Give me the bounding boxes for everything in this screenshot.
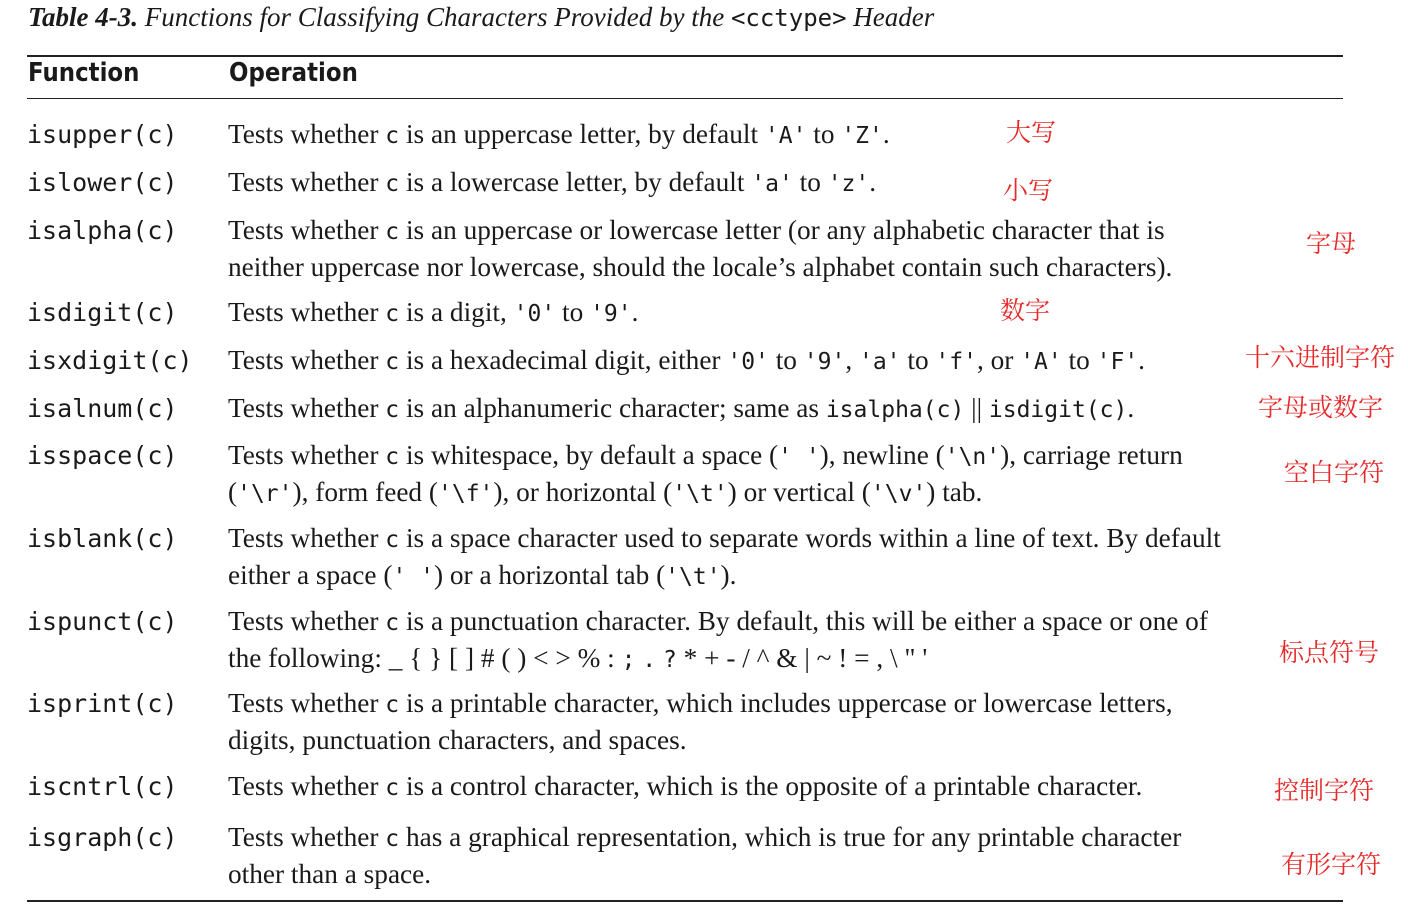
text-run: has a graphical representation, which is true for any printable character (399, 822, 1182, 852)
text-run: is a control character, which is the opposite of a printable character. (399, 771, 1143, 801)
function-name: isgraph(c) (27, 823, 178, 852)
inline-code: c (385, 775, 400, 801)
text-run: Tests whether (228, 523, 386, 553)
text-run: ) or vertical ( (727, 477, 871, 507)
text-run: Tests whether (228, 167, 386, 197)
description-line (228, 769, 1318, 806)
inline-code: '\t' (665, 564, 721, 590)
text-run: is a hexadecimal digit, either (399, 345, 728, 375)
inline-code: c (385, 123, 400, 149)
description-line (228, 686, 1318, 723)
text-run: is a digit, (399, 297, 514, 327)
operation-description (228, 343, 1318, 380)
description-line (228, 117, 1318, 154)
operation-description (228, 820, 1318, 892)
text-run: , or (976, 345, 1021, 375)
inline-code: ' ' (392, 564, 434, 590)
text-run: ) tab. (926, 477, 983, 507)
top-rule (27, 55, 1343, 57)
text-run: to (806, 119, 842, 149)
description-line (228, 295, 1318, 332)
text-run: Tests whether (228, 215, 386, 245)
inline-code: 'a' (751, 171, 793, 197)
text-run: either a space ( (228, 560, 393, 590)
description-line (228, 558, 1318, 595)
description-line (228, 165, 1318, 202)
table-number: Table 4-3. (28, 2, 138, 32)
description-line (228, 641, 1318, 678)
text-run: is an uppercase letter, by default (399, 119, 765, 149)
text-run (656, 643, 663, 673)
handwritten-note: 空白字符 (1284, 458, 1385, 487)
text-run: . (1127, 393, 1135, 423)
operation-description (228, 438, 1318, 512)
text-run: . (869, 167, 877, 197)
text-run: Tests whether (228, 119, 386, 149)
function-name: isdigit(c) (27, 298, 178, 327)
text-run: is a printable character, which includes uppercase or lowercase letters, (399, 688, 1173, 718)
table-caption (28, 2, 934, 33)
function-name: isupper(c) (27, 120, 178, 149)
description-line (228, 723, 1318, 758)
text-run: ( (228, 477, 238, 507)
inline-code: '9' (803, 349, 846, 375)
description-line (228, 604, 1318, 641)
inline-code: '\v' (870, 481, 927, 507)
text-run: , (845, 345, 859, 375)
inline-code: 'Z' (841, 123, 883, 149)
inline-code: isdigit(c) (988, 397, 1128, 423)
handwritten-note: 大写 (1006, 118, 1057, 147)
inline-code: '9' (590, 301, 632, 327)
bottom-rule (27, 900, 1343, 902)
inline-code: c (385, 219, 400, 245)
description-line (228, 857, 1318, 892)
inline-code: '\n' (944, 444, 1001, 470)
text-run: is a lowercase letter, by default (399, 167, 752, 197)
text-run: ), form feed ( (292, 477, 438, 507)
handwritten-note: 十六进制字符 (1245, 343, 1396, 372)
description-line (228, 820, 1318, 857)
header-rule (27, 98, 1343, 99)
function-name: isxdigit(c) (27, 346, 193, 375)
text-run: || (964, 393, 989, 423)
inline-code: ' ' (778, 444, 820, 470)
text-run: is an alphanumeric character; same as (399, 393, 826, 423)
text-run: is a punctuation character. By default, this will be either a space or one of (399, 606, 1208, 636)
text-run: Tests whether (228, 606, 386, 636)
function-name: ispunct(c) (27, 607, 178, 636)
inline-code: c (385, 610, 400, 636)
text-run: . (1138, 345, 1145, 375)
description-line (228, 250, 1318, 285)
text-run: digits, punctuation characters, and spaces. (228, 725, 687, 755)
description-line (228, 213, 1318, 250)
operation-description (228, 521, 1318, 595)
text-run: ), carriage return (1000, 440, 1183, 470)
description-line (228, 391, 1318, 428)
function-name: isprint(c) (27, 689, 178, 718)
inline-code: '0' (727, 349, 769, 375)
function-name: isspace(c) (27, 441, 178, 470)
handwritten-note: 字母 (1306, 229, 1357, 258)
text-run: . (631, 297, 639, 327)
text-run: Tests whether (228, 345, 386, 375)
inline-code: 'A' (1020, 349, 1062, 375)
text-run: the following: _ { } [ ] # ( ) < > % : (228, 643, 622, 673)
text-run: Tests whether (228, 440, 386, 470)
text-run: neither uppercase nor lowercase, should the locale’s alphabet contain such characters). (228, 252, 1173, 282)
inline-code: 'A' (764, 123, 807, 149)
text-run: Tests whether (228, 688, 386, 718)
operation-description (228, 117, 1318, 154)
inline-code: c (385, 692, 400, 718)
caption-header-name: <cctype> (730, 4, 847, 32)
inline-code: c (385, 397, 400, 423)
inline-code: ; (621, 647, 636, 673)
text-run: Tests whether (228, 771, 386, 801)
inline-code: c (385, 527, 400, 553)
operation-description (228, 686, 1318, 758)
text-run: is whitespace, by default a space ( (399, 440, 779, 470)
text-run: ). (720, 560, 737, 590)
handwritten-note: 控制字符 (1274, 776, 1375, 805)
handwritten-note: 字母或数字 (1258, 393, 1384, 422)
operation-description (228, 391, 1318, 428)
function-name: isalnum(c) (27, 394, 178, 423)
inline-code: isalpha(c) (825, 397, 965, 423)
inline-code: c (385, 301, 400, 327)
text-run: . (882, 119, 890, 149)
inline-code: '\r' (237, 481, 293, 507)
caption-suffix: Header (853, 2, 935, 32)
text-run: to (900, 345, 936, 375)
description-line (228, 521, 1318, 558)
inline-code: '\f' (438, 481, 494, 507)
operation-description (228, 604, 1318, 678)
inline-code: c (385, 171, 400, 197)
operation-description (228, 769, 1318, 806)
text-run: ), newline ( (819, 440, 945, 470)
handwritten-note: 标点符号 (1279, 638, 1380, 667)
handwritten-note: 小写 (1003, 176, 1054, 205)
function-name: isblank(c) (27, 524, 178, 553)
inline-code: 'a' (858, 349, 901, 375)
operation-description (228, 165, 1318, 202)
inline-code: '\t' (672, 481, 728, 507)
function-name: iscntrl(c) (27, 772, 178, 801)
text-run: is an uppercase or lowercase letter (or any alphabetic character that is (399, 215, 1165, 245)
inline-code: ? (662, 647, 677, 673)
description-line (228, 475, 1318, 512)
text-run: Tests whether (228, 297, 386, 327)
operation-description (228, 213, 1318, 285)
column-header-operation: Operation (229, 58, 358, 88)
column-header-function: Function (28, 58, 140, 88)
text-run: Tests whether (228, 393, 386, 423)
inline-code: c (385, 444, 400, 470)
inline-code: . (642, 647, 657, 673)
function-name: isalpha(c) (27, 216, 178, 245)
text-run: to (555, 297, 591, 327)
text-run: Tests whether (228, 822, 386, 852)
text-run: to (768, 345, 804, 375)
description-line (228, 438, 1318, 475)
text-run: to (1061, 345, 1097, 375)
text-run: to (792, 167, 828, 197)
text-run: * + - / ^ & | ~ ! = , \ " ' (676, 643, 928, 673)
handwritten-note: 数字 (1000, 296, 1051, 325)
inline-code: 'F' (1096, 349, 1139, 375)
text-run: ) or a horizontal tab ( (433, 560, 666, 590)
text-run: other than a space. (228, 859, 432, 889)
inline-code: c (385, 826, 400, 852)
caption-text: Functions for Classifying Characters Provided by the (144, 2, 725, 32)
text-run: is a space character used to separate words within a line of text. By default (399, 523, 1221, 553)
inline-code: '0' (513, 301, 556, 327)
handwritten-note: 有形字符 (1281, 850, 1382, 879)
inline-code: c (385, 349, 400, 375)
inline-code: 'z' (827, 171, 870, 197)
text-run: ), or horizontal ( (493, 477, 673, 507)
operation-description (228, 295, 1318, 332)
description-line (228, 343, 1318, 380)
inline-code: 'f' (935, 349, 977, 375)
function-name: islower(c) (27, 168, 178, 197)
